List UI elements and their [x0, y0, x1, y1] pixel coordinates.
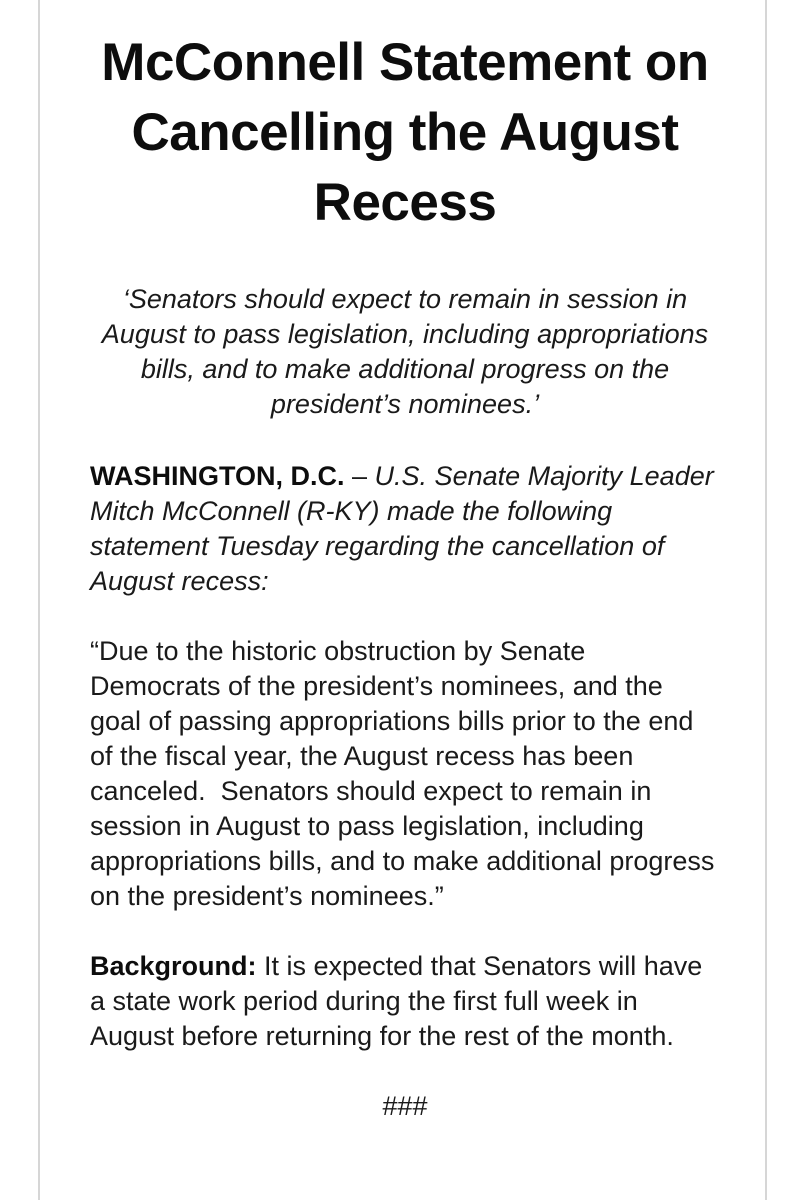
- dateline-paragraph: [90, 459, 720, 599]
- end-of-release-mark: ###: [382, 1091, 428, 1121]
- dateline-text: U.S. Senate Majority Leader Mitch McConnell (R-KY) made the following statement Tuesday regarding the cancellation of August recess:: [90, 461, 714, 596]
- background-label: Background:: [90, 951, 257, 981]
- background-text: It is expected that Senators will have a state work period during the first full week in August before returning for the rest of the month.: [90, 951, 703, 1051]
- dateline-place: WASHINGTON, D.C.: [90, 461, 345, 491]
- press-release-content: [90, 28, 720, 1124]
- dateline-separator: –: [344, 461, 375, 491]
- subheadline-quote: ‘Senators should expect to remain in session in August to pass legislation, including appropriations bills, and to make additional progress on the president’s nominees.’: [101, 284, 709, 419]
- statement-quote-paragraph: “Due to the historic obstruction by Senate Democrats of the president’s nominees, and the goal of passing appropriations bills prior to the end of the fiscal year, the August recess has been canceled. Senators should expect to remain in session in August to pass legislation, including appropriations bills, and to make additional progress on the president’s nominees.”: [90, 636, 722, 911]
- left-border-line: [38, 0, 40, 1200]
- background-paragraph: [90, 949, 720, 1054]
- page-title: McConnell Statement on Cancelling the August Recess: [101, 33, 709, 232]
- right-border-line: [765, 0, 767, 1200]
